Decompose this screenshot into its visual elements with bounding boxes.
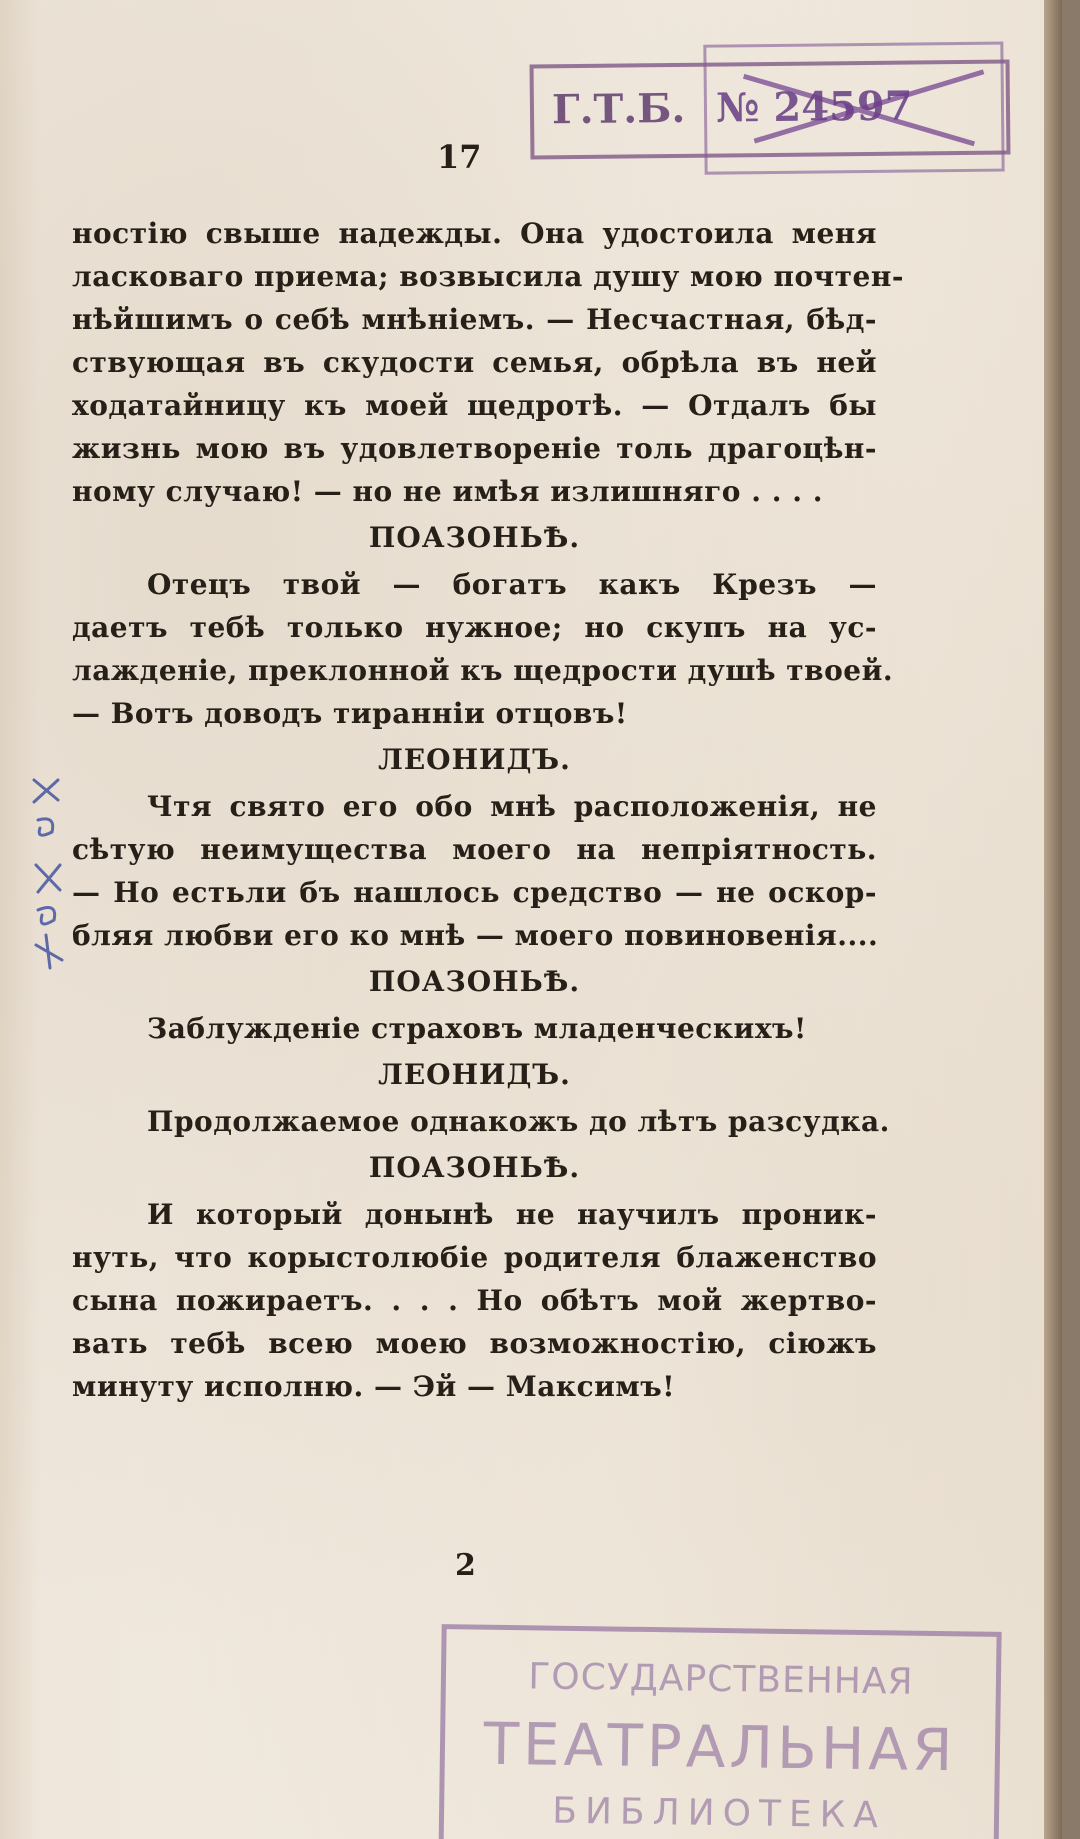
handwritten-margin-note (28, 770, 72, 970)
text-line: И который донынѣ не научилъ проник- (147, 1198, 877, 1231)
text-line: жизнь мою въ удовлетвореніе толь драгоцѣн- (72, 432, 877, 465)
text-line: ласковаго приема; возвысила душу мою почтен- (72, 260, 904, 293)
text-line: сына пожираетъ. . . . Но обѣтъ мой жертво- (72, 1284, 877, 1317)
text-line: Заблужденіе страховъ младенческихъ! (147, 1012, 807, 1045)
stamp-line: ТЕАТРАЛЬНАЯ (483, 1709, 957, 1785)
library-ownership-stamp (438, 1624, 1001, 1839)
text-line: нѣйшимъ о себѣ мнѣніемъ. — Несчастная, бѣд- (72, 303, 877, 336)
text-line: сѣтую неимущества моего на непріятность. (72, 833, 877, 866)
text-line: — Вотъ доводъ тиранніи отцовъ! (72, 697, 628, 730)
text-line: бляя любви его ко мнѣ — моего повиновенія.... (72, 919, 879, 952)
text-line: ностію свыше надежды. Она удостоила меня (72, 217, 877, 250)
play-text (72, 212, 904, 1408)
page-number: 17 (437, 138, 482, 176)
speaker-name: ПОАЗОНЬѢ. (368, 1151, 581, 1184)
text-line: Продолжаемое однакожъ до лѣтъ разсудка. (147, 1105, 890, 1138)
speaker-name: ПОАЗОНЬѢ. (368, 965, 581, 998)
text-line: ному случаю! — но не имѣя излишняго . . . . (72, 475, 823, 508)
speaker-name: ЛЕОНИДЪ. (378, 1058, 571, 1091)
text-line: даетъ тебѣ только нужное; но скупъ на ус- (72, 611, 877, 644)
stamp-line: БИБЛИОТЕКА (552, 1790, 887, 1837)
printer-signature-mark: 2 (455, 1548, 476, 1583)
page-edge (1044, 0, 1062, 1839)
text-line: лажденіе, преклонной къ щедрости душѣ твоей. (72, 654, 894, 687)
text-line: Отецъ твой — богатъ какъ Крезъ — (147, 568, 877, 601)
speaker-name: ЛЕОНИДЪ. (378, 743, 571, 776)
stamp-label: Г.Т.Б. (551, 84, 686, 134)
stamp-line: ГОСУДАРСТВЕННАЯ (528, 1656, 914, 1703)
library-number-stamp (530, 59, 1011, 159)
text-line: минуту исполню. — Эй — Максимъ! (72, 1370, 676, 1403)
text-line: ствующая въ скудости семья, обрѣла въ ней (72, 346, 877, 379)
text-line: Чтя свято его обо мнѣ расположенія, не (147, 790, 877, 823)
text-line: вать тебѣ всею моею возможностію, сіюжъ (72, 1327, 877, 1360)
stamp-number: № 24597 (715, 82, 913, 132)
text-line: — Но естьли бъ нашлось средство — не оскор- (72, 876, 877, 909)
text-line: ходатайницу къ моей щедротѣ. — Отдалъ бы (72, 389, 877, 422)
text-line: нуть, что корыстолюбіе родителя блаженство (72, 1241, 877, 1274)
speaker-name: ПОАЗОНЬѢ. (368, 521, 581, 554)
stamp-strikethrough (734, 64, 995, 157)
